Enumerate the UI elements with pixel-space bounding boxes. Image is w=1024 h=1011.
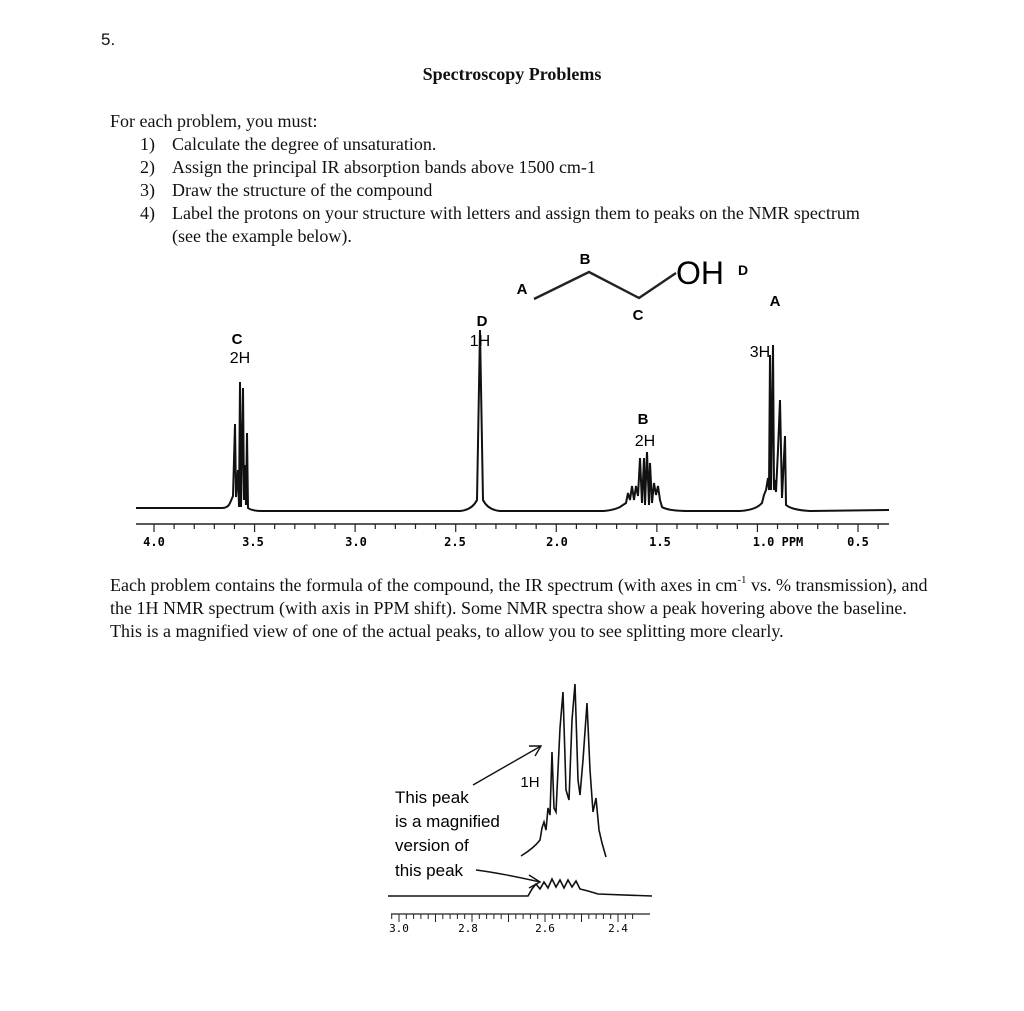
x-axis-labels	[143, 535, 869, 549]
peak-letter-c: C	[231, 331, 243, 348]
step-text: Label the protons on your structure with letters and assign them to peaks on the NMR spectrum (see the example below).	[172, 203, 860, 246]
molecule-oh-group: OH	[676, 255, 724, 291]
tick-label: 2.4	[608, 922, 628, 935]
peak-count-b: 2H	[634, 433, 656, 450]
magnified-axis-ticks	[392, 914, 633, 922]
tick-label: 3.0	[345, 535, 367, 549]
magnified-count-label: 1H	[520, 774, 540, 791]
baseline-trace	[388, 879, 652, 896]
tick-label: 3.5	[242, 535, 264, 549]
tick-label: 2.5	[444, 535, 466, 549]
tick-label: 2.6	[535, 922, 555, 935]
magnified-peak-trace	[521, 684, 606, 857]
tick-label: 2.8	[458, 922, 478, 935]
caption-line: this peak	[395, 861, 464, 880]
explanation-paragraph	[110, 574, 930, 643]
molecule-label-a: A	[516, 281, 528, 298]
tick-label: 4.0	[143, 535, 165, 549]
step-text: Calculate the degree of unsaturation.	[172, 134, 437, 154]
molecule-label-c: C	[632, 307, 644, 324]
tick-label: 2.0	[546, 535, 568, 549]
paragraph-text: Each problem contains the formula of the compound, the IR spectrum (with axes in cm	[110, 575, 738, 595]
molecule-structure	[517, 251, 749, 324]
peak-count-c: 2H	[229, 350, 251, 367]
caption-line: version of	[395, 836, 469, 855]
arrow-to-baseline-peak	[476, 870, 540, 888]
tick-label: 3.0	[389, 922, 409, 935]
step-number: 2)	[140, 157, 155, 177]
intro-text: For each problem, you must:	[110, 111, 318, 131]
step-number: 1)	[140, 134, 155, 154]
nmr-example-spectrum	[136, 293, 889, 549]
peak-letter-b: B	[637, 411, 649, 428]
caption-line: is a magnified	[395, 812, 500, 831]
peak-letter-a: A	[769, 293, 781, 310]
molecule-label-b: B	[579, 251, 591, 268]
step-text: Assign the principal IR absorption bands above 1500 cm-1	[172, 157, 596, 177]
magnified-peak-example	[388, 684, 652, 935]
step-text: Draw the structure of the compound	[172, 180, 433, 200]
paragraph-text: vs. % transmission), and the 1H NMR spectrum (with axis in PPM shift). Some NMR spectra show a peak hovering above the baseline. This is a magnified view of one of the actual peaks, to allow you to see splitting more clearly.	[110, 575, 928, 641]
caption-line: This peak	[395, 788, 469, 807]
problem-number: 5.	[101, 30, 116, 49]
tick-label: 1.0 PPM	[752, 535, 804, 549]
molecule-label-d: D	[738, 262, 749, 278]
step-number: 3)	[140, 180, 155, 200]
page-title: Spectroscopy Problems	[422, 64, 602, 84]
carbon-chain-bonds	[534, 272, 676, 299]
peak-count-a: 3H	[749, 344, 771, 361]
peak-count-d: 1H	[469, 333, 491, 350]
x-axis-ticks	[154, 524, 878, 532]
peak-letter-d: D	[476, 313, 488, 330]
tick-label: 0.5	[847, 535, 869, 549]
tick-label: 1.5	[649, 535, 671, 549]
step-number: 4)	[140, 203, 155, 223]
superscript: -1	[737, 574, 747, 586]
